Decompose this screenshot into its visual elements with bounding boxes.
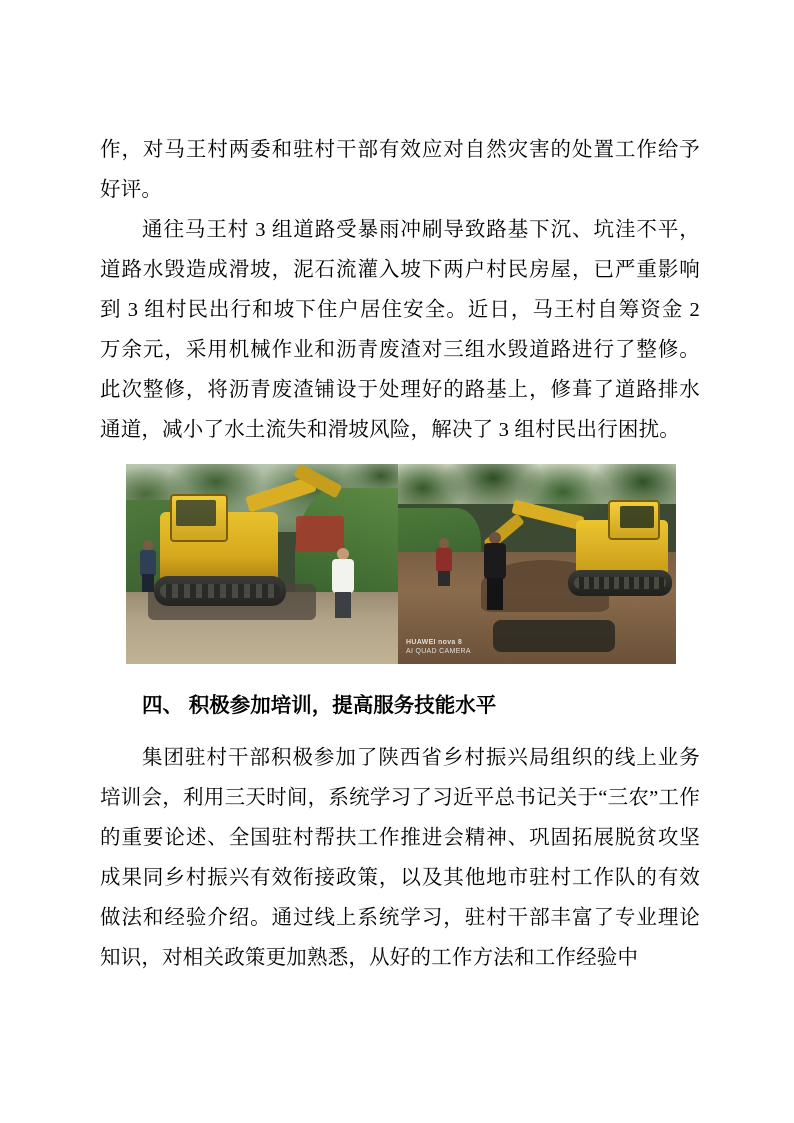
person-in-red — [436, 538, 452, 586]
paragraph-1: 作，对马王村两委和驻村干部有效应对自然灾害的处置工作给予好评。 — [100, 139, 700, 201]
paragraph-3: 集团驻村干部积极参加了陕西省乡村振兴局组织的线上业务培训会，利用三天时间，系统学习了习近平总书记关于“三农”工作的重要论述、全国驻村帮扶工作推进会精神、巩固拓展脱贫攻坚成果同乡村振兴有效衔接政策，以及其他地市驻村工作队的有效做法和经验介绍。通过线上系统学习，驻村干部丰富了专业理论知识，对相关政策更加熟悉，从好的工作方法和工作经验中 — [100, 747, 700, 969]
road-repair-photos — [126, 464, 676, 664]
excavator-window — [620, 506, 654, 528]
dark-slag-pile — [493, 620, 615, 652]
photo-excavator-on-slope — [398, 464, 676, 664]
person-in-black — [484, 532, 506, 610]
excavator-window — [176, 500, 216, 526]
person-standing-left — [140, 540, 156, 592]
watermark-line-2: AI QUAD CAMERA — [406, 648, 471, 655]
paragraph-2: 通往马王村 3 组道路受暴雨冲刷导致路基下沉、坑洼不平，道路水毁造成滑坡，泥石流灌入坡下两户村民房屋，已严重影响到 3 组村民出行和坡下住户居住安全。近日，马王村自筹资金 2 万余元，采用机械作业和沥青废渣对三组水毁道路进行了整修。此次整修，将沥青废渣铺设于处理好的路基上，修葺了道路排水通道，减小了水土流失和滑坡风险，解决了 3 组村民出行困扰。 — [100, 219, 700, 441]
camera-watermark — [406, 638, 471, 656]
watermark-line-1: HUAWEI nova 8 — [406, 639, 463, 646]
red-truck — [296, 516, 344, 552]
document-body — [100, 130, 700, 978]
photo-excavator-on-road — [126, 464, 398, 664]
person-standing-right — [332, 548, 354, 618]
excavator-track — [568, 570, 672, 596]
excavator-track — [154, 576, 286, 606]
section-heading: 四、 积极参加培训，提高服务技能水平 — [142, 694, 497, 717]
